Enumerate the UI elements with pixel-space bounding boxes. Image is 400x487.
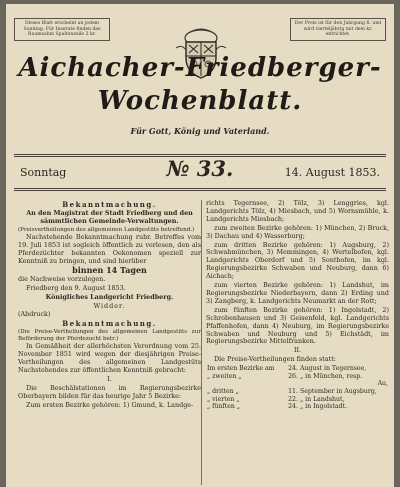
schedule-bezirk: „ zweiten „ bbox=[207, 372, 242, 380]
divider-top bbox=[14, 154, 386, 155]
table-row bbox=[206, 396, 389, 404]
section-2-number: II. bbox=[293, 346, 302, 355]
price-notice-right: Der Preis ist für den Jahrgang fl. und wird vierteljährig mit dem kr. entrichtet. bbox=[290, 18, 386, 41]
schedule-month: „ in München, resp. bbox=[299, 372, 363, 380]
issue-date: 14. August 1853. bbox=[284, 166, 380, 179]
masthead-title-line1: Aichacher-Friedberger- bbox=[18, 53, 382, 83]
deadline: binnen 14 Tagen bbox=[72, 264, 147, 275]
paragraph-1: Nachstehende Bekanntmachung rubr. Betreffes vom 19. Juli 1853 ist sogleich öffentlich zu verlesen, den als Pferdezüchter bekannten Oekonomen speziell zur Kenntniß zu bringen, und sind hierüber bbox=[18, 233, 201, 266]
continuation-5: zum fünften Bezirke gehören: 1) Ingolstadt, 2) Schrobenhausen und 3) Geisenfeld, kgl. Landgerichts Pfaffenhofen, dann 4) Neuburg, im Regierungsbezirke Schwaben und Neuburg und 5) Eichstädt, im Regierungsbezirke Mittelfranken. bbox=[206, 305, 389, 346]
motto: Für Gott, König und Vaterland. bbox=[130, 126, 270, 136]
schedule-bezirk: „ fünften „ bbox=[207, 403, 241, 411]
subject-line-1: (Preisvertheilungen des allgemeinen Landgestüts betreffend.) bbox=[18, 226, 195, 233]
schedule-day: 24. bbox=[288, 365, 298, 373]
table-row bbox=[206, 380, 389, 388]
copy-note: (Abdruck) bbox=[18, 310, 51, 319]
schedule-day bbox=[285, 380, 299, 388]
schedule-month: August in Tegernsee, bbox=[299, 365, 367, 373]
continuation-1: richts Tegernsee, 2) Tölz, 3) Lenggries, kgl. Landgerichts Tölz, 4) Miesbach, und 5) Wornsmühle, k. Landgerichts Miesbach; bbox=[206, 199, 389, 223]
table-row bbox=[206, 365, 389, 373]
newspaper-page bbox=[6, 4, 394, 487]
continuation-2: zum zweiten Bezirke gehören: 1) München, 2) Bruck, 3) Dachau und 4) Wasserburg; bbox=[206, 223, 389, 240]
place-date: Friedberg den 9. August 1853. bbox=[26, 283, 126, 292]
schedule-table bbox=[206, 365, 389, 411]
table-row bbox=[206, 403, 389, 411]
schedule-bezirk: Im ersten Bezirke am bbox=[207, 365, 275, 373]
table-row bbox=[206, 373, 389, 381]
table-row bbox=[206, 388, 389, 396]
schedule-day: 22. bbox=[288, 395, 298, 403]
divider-bottom-2 bbox=[14, 190, 386, 191]
subscription-notice-left: Dieses Blatt erscheint an jedem Sonntag. Für Inserate finden das Raumsahm Spaltenzeile 2 kr. bbox=[14, 18, 110, 41]
weekday: Sonntag bbox=[20, 166, 67, 179]
heading-bekanntmachung-2: Bekanntmachung. bbox=[62, 319, 157, 329]
signature: Widder. bbox=[93, 301, 126, 310]
issue-number: № 33. bbox=[166, 156, 234, 181]
schedule-day: 11. bbox=[288, 387, 298, 395]
schedule-month: September in Augsburg, bbox=[299, 387, 377, 395]
schedule-month: „ in Ingolstadt. bbox=[299, 403, 347, 411]
paragraph-2: In Gemäßheit der allerhöchsten Verordnung vom 25. November 1851 wird wegen der diesjährigen Preise-Vertheilungen des allgemeinen Landgestüts Nachstehendes zur öffentlichen Kenntniß gebracht: bbox=[18, 342, 201, 375]
schedule-day: 24. bbox=[288, 403, 298, 411]
paragraph-3: Die Beschälstationen im Regierungsbezirke Oberbayern bilden für das heurige Jahr 5 Bezirke: bbox=[18, 384, 201, 400]
masthead-title-line2: Wochenblatt. bbox=[97, 86, 303, 116]
schedule-intro: Die Preise-Vertheilungen finden statt: bbox=[214, 355, 336, 364]
left-column bbox=[18, 200, 201, 411]
heading-bekanntmachung-1: Bekanntmachung. bbox=[62, 200, 157, 209]
authority: Königliches Landgericht Friedberg. bbox=[45, 292, 174, 301]
schedule-month: „ in Landshut, bbox=[299, 395, 345, 403]
schedule-bezirk: „ vierten „ bbox=[207, 395, 240, 403]
column-divider bbox=[201, 200, 202, 485]
schedule-bezirk bbox=[206, 380, 285, 388]
continuation-4: zum vierten Bezirke gehören: 1) Landshut, im Regierungsbezirke Niederbayern, dann 2) Erding und 3) Zangberg, k. Landgerichts Neumarkt an der Rott; bbox=[206, 281, 389, 305]
right-column bbox=[206, 200, 389, 411]
continuation-3: zum dritten Bezirke gehören: 1) Augsburg, 2) Schwabmünchen, 3) Memmingen, 4) Wertelbofen, kgl. Landgerichts Oberdorf und 5) Sonthofen, im kgl. Regierungsbezirke Schwaben und Neuburg, dann 6) Aichach; bbox=[206, 240, 389, 281]
paragraph-4: Zum ersten Bezirke gehören: 1) Gmund, k. Landge- bbox=[26, 400, 194, 409]
address-line: An den Magistrat der Stadt Friedberg und den sämmtlichen Gemeinde-Verwaltungen. bbox=[26, 208, 193, 225]
schedule-bezirk: „ dritten „ bbox=[207, 387, 239, 395]
divider-bottom bbox=[14, 188, 386, 189]
section-1-number: I. bbox=[107, 375, 112, 384]
schedule-day: 26. bbox=[288, 372, 298, 380]
schedule-month: Au, bbox=[377, 380, 388, 388]
paragraph-1-end: die Nachweise vorzulegen. bbox=[18, 274, 106, 283]
dateline bbox=[16, 156, 384, 184]
subject-line-2: (Die Preise-Vertheilungen des allgemeinen Landgestüts zur Beförderung der Pferdezucht betr.) bbox=[18, 329, 201, 342]
